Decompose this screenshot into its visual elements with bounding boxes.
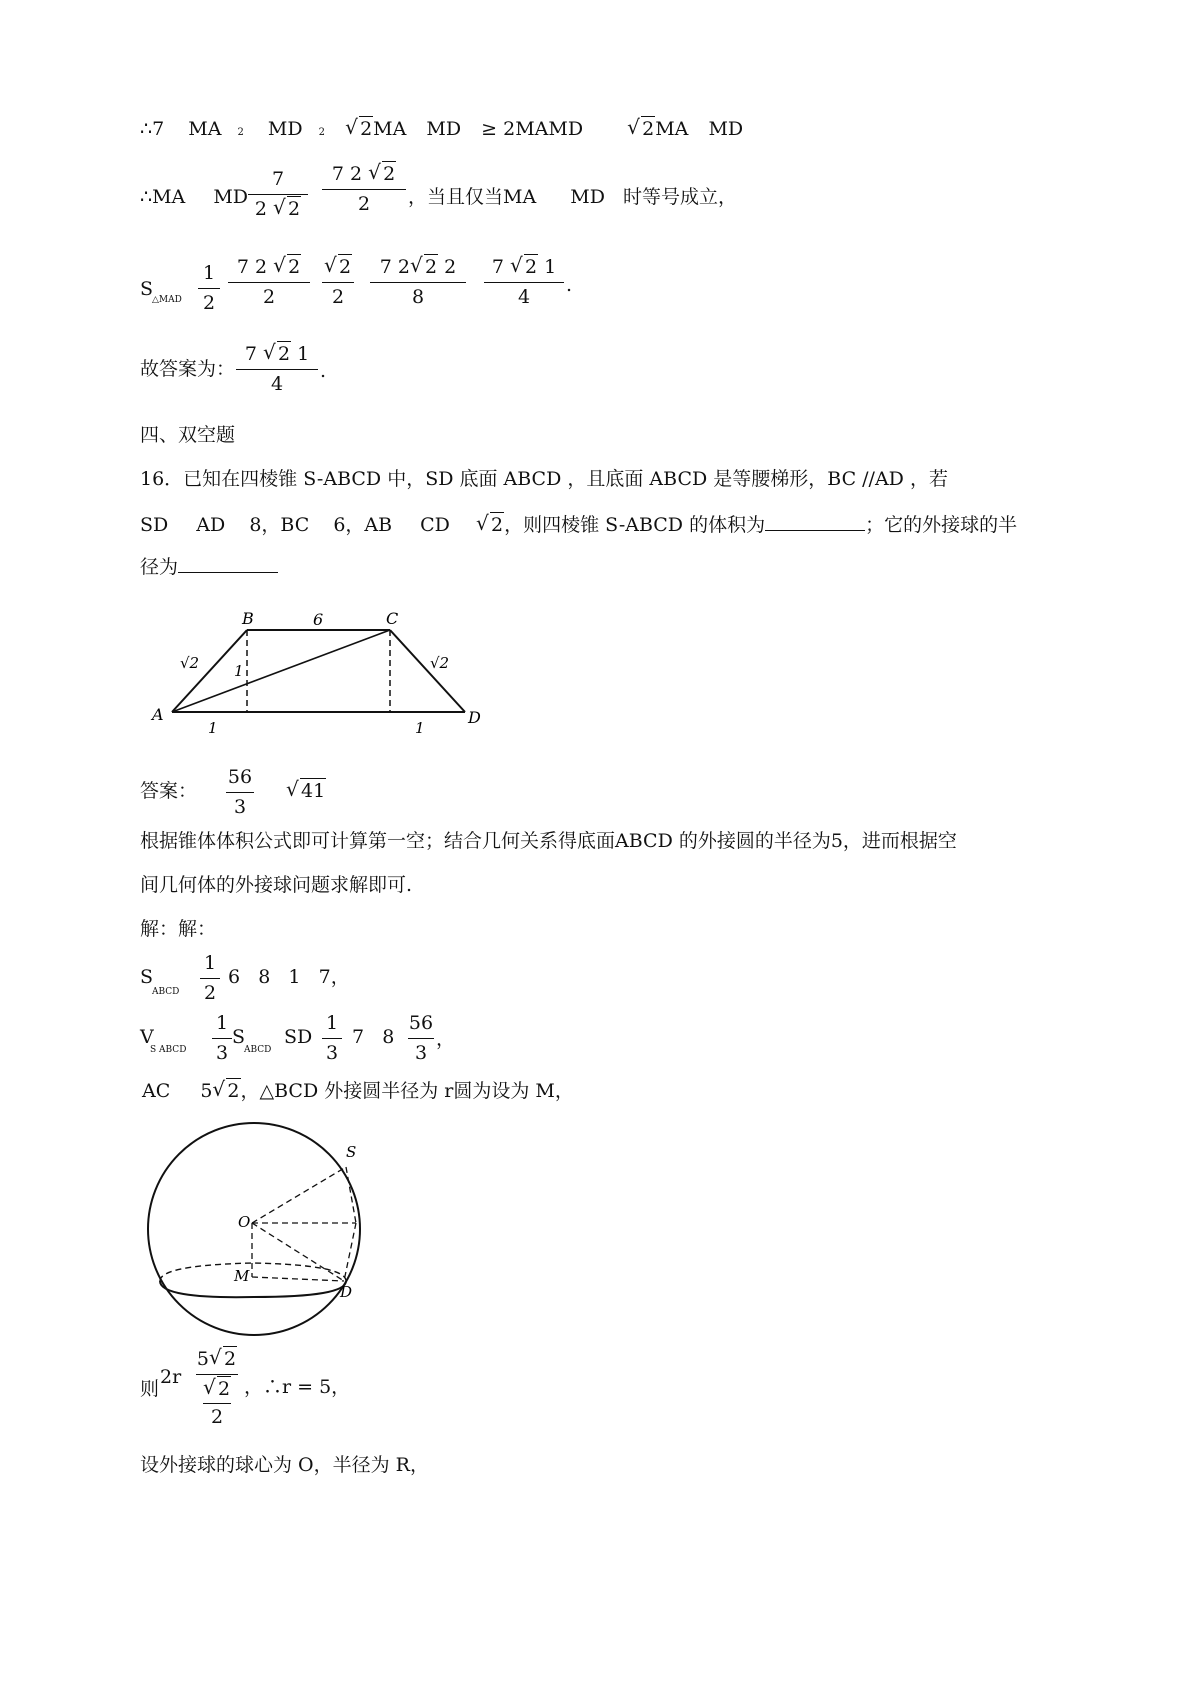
label-A: A <box>152 705 164 724</box>
ma-term: MA <box>188 118 222 140</box>
fraction-56-3: 56 3 <box>408 1012 434 1064</box>
ma-term: MA <box>655 118 689 140</box>
question-16-line1: 16．已知在四棱锥 S-ABCD 中，SD 底面 ABCD ，且底面 ABCD 是等腰梯形，BC //AD ，若 <box>140 468 948 490</box>
md-term: MD <box>267 118 303 140</box>
ma-term: MA <box>373 118 407 140</box>
label-B: B <box>242 609 254 628</box>
md-term: MD <box>426 118 462 140</box>
label-bottom-left-1: 1 <box>208 719 218 737</box>
sd-term: SD <box>284 1026 313 1048</box>
v-symbol: V <box>140 1026 154 1048</box>
md-term: MD <box>213 186 249 208</box>
area-symbol: S <box>140 278 154 300</box>
fraction-7-2sqrt2: 7 2 √ 2 2 <box>322 165 406 214</box>
final-fraction: 7 √ 2 1 4 <box>236 345 318 394</box>
solution-label: 解：解： <box>140 918 217 940</box>
analysis-line1: 根据锥体体积公式即可计算第一空；结合几何关系得底面ABCD 的外接圆的半径为5，进而根据空 <box>140 830 957 852</box>
question-16-line3: 径为 <box>140 556 278 577</box>
answer-volume: 56 3 <box>227 766 253 818</box>
label-D: D <box>468 708 481 727</box>
period: . <box>320 360 327 382</box>
exponent: 2 <box>237 127 244 138</box>
answer-intro: 故答案为： <box>140 358 236 380</box>
s-abcd-symbol: S <box>140 966 154 988</box>
label-top-6: 6 <box>313 610 324 629</box>
label-right-sqrt2: √2 <box>430 654 450 672</box>
v-product: 7 8 <box>352 1026 395 1048</box>
fraction-7-2sqrt2-over-2: 7 2 √ 2 2 <box>228 258 310 307</box>
inequality-line <box>140 120 743 139</box>
r-fraction: 5√ 2 √ 2 2 <box>196 1350 238 1427</box>
s-subscript: ABCD <box>244 1045 272 1055</box>
ac-line: AC 5√ 2，△BCD 外接圆半径为 r圆为设为 M， <box>142 1082 574 1101</box>
md-term: MD <box>708 118 744 140</box>
equality-condition: ，当且仅当MA MD 时等号成立， <box>408 186 737 208</box>
s-abcd-value: 6 8 1 7， <box>228 966 350 988</box>
s-abcd-subscript: ABCD <box>152 987 180 997</box>
sqrt-term: √ 2 <box>627 120 655 139</box>
period: . <box>566 274 573 296</box>
label-O: O <box>238 1213 251 1231</box>
r-result: ，∴r = 5， <box>244 1376 351 1398</box>
therefore-seven: ∴7 <box>140 118 165 140</box>
analysis-line2: 间几何体的外接球问题求解即可. <box>140 874 413 896</box>
fraction-third: 1 3 <box>212 1014 232 1063</box>
two-r: 2r <box>160 1366 182 1388</box>
ma-md-line <box>140 188 248 207</box>
v-subscript: S ABCD <box>150 1045 187 1055</box>
sphere-figure <box>140 1115 380 1355</box>
label-left-sqrt2: √2 <box>180 654 200 672</box>
fraction-half: 1 2 <box>198 264 220 313</box>
fraction-third: 1 3 <box>322 1014 342 1063</box>
answer-label: 答案： <box>140 780 198 802</box>
s-symbol: S <box>232 1026 246 1048</box>
fraction-over-4: 7 √ 2 1 4 <box>484 258 564 307</box>
sqrt-term: √ 2 <box>345 120 373 139</box>
trapezoid-figure <box>150 608 490 743</box>
fraction-sqrt2-over-2: √ 2 2 <box>322 258 354 307</box>
label-D: D <box>340 1283 353 1301</box>
fraction-over-8: 7 2√ 2 2 8 <box>370 258 466 307</box>
label-S: S <box>346 1143 357 1161</box>
ze-char: 则 <box>140 1378 160 1400</box>
area-subscript: △MAD <box>152 295 182 305</box>
label-height-1: 1 <box>234 662 244 680</box>
blank-radius[interactable] <box>178 556 278 573</box>
section-title: 四、双空题 <box>140 424 236 446</box>
therefore-ma: ∴MA <box>140 186 186 208</box>
comma: ， <box>436 1028 456 1050</box>
fraction-7-over: 7 2 √ 2 <box>248 170 308 219</box>
blank-volume[interactable] <box>765 514 865 531</box>
last-line: 设外接球的球心为 O，半径为 R， <box>140 1454 429 1476</box>
label-M: M <box>234 1267 250 1285</box>
label-bottom-right-1: 1 <box>415 719 425 737</box>
geq-term: ≥ 2MAMD <box>481 118 584 140</box>
label-C: C <box>386 609 399 628</box>
answer-radius: √ 41 <box>286 782 326 801</box>
question-16-line2: SD AD 8，BC 6，AB CD √ 2，则四棱锥 S-ABCD 的体积为 ；它的外接球的半 <box>140 514 1017 535</box>
fraction-half: 1 2 <box>200 954 220 1003</box>
exponent: 2 <box>318 127 326 138</box>
